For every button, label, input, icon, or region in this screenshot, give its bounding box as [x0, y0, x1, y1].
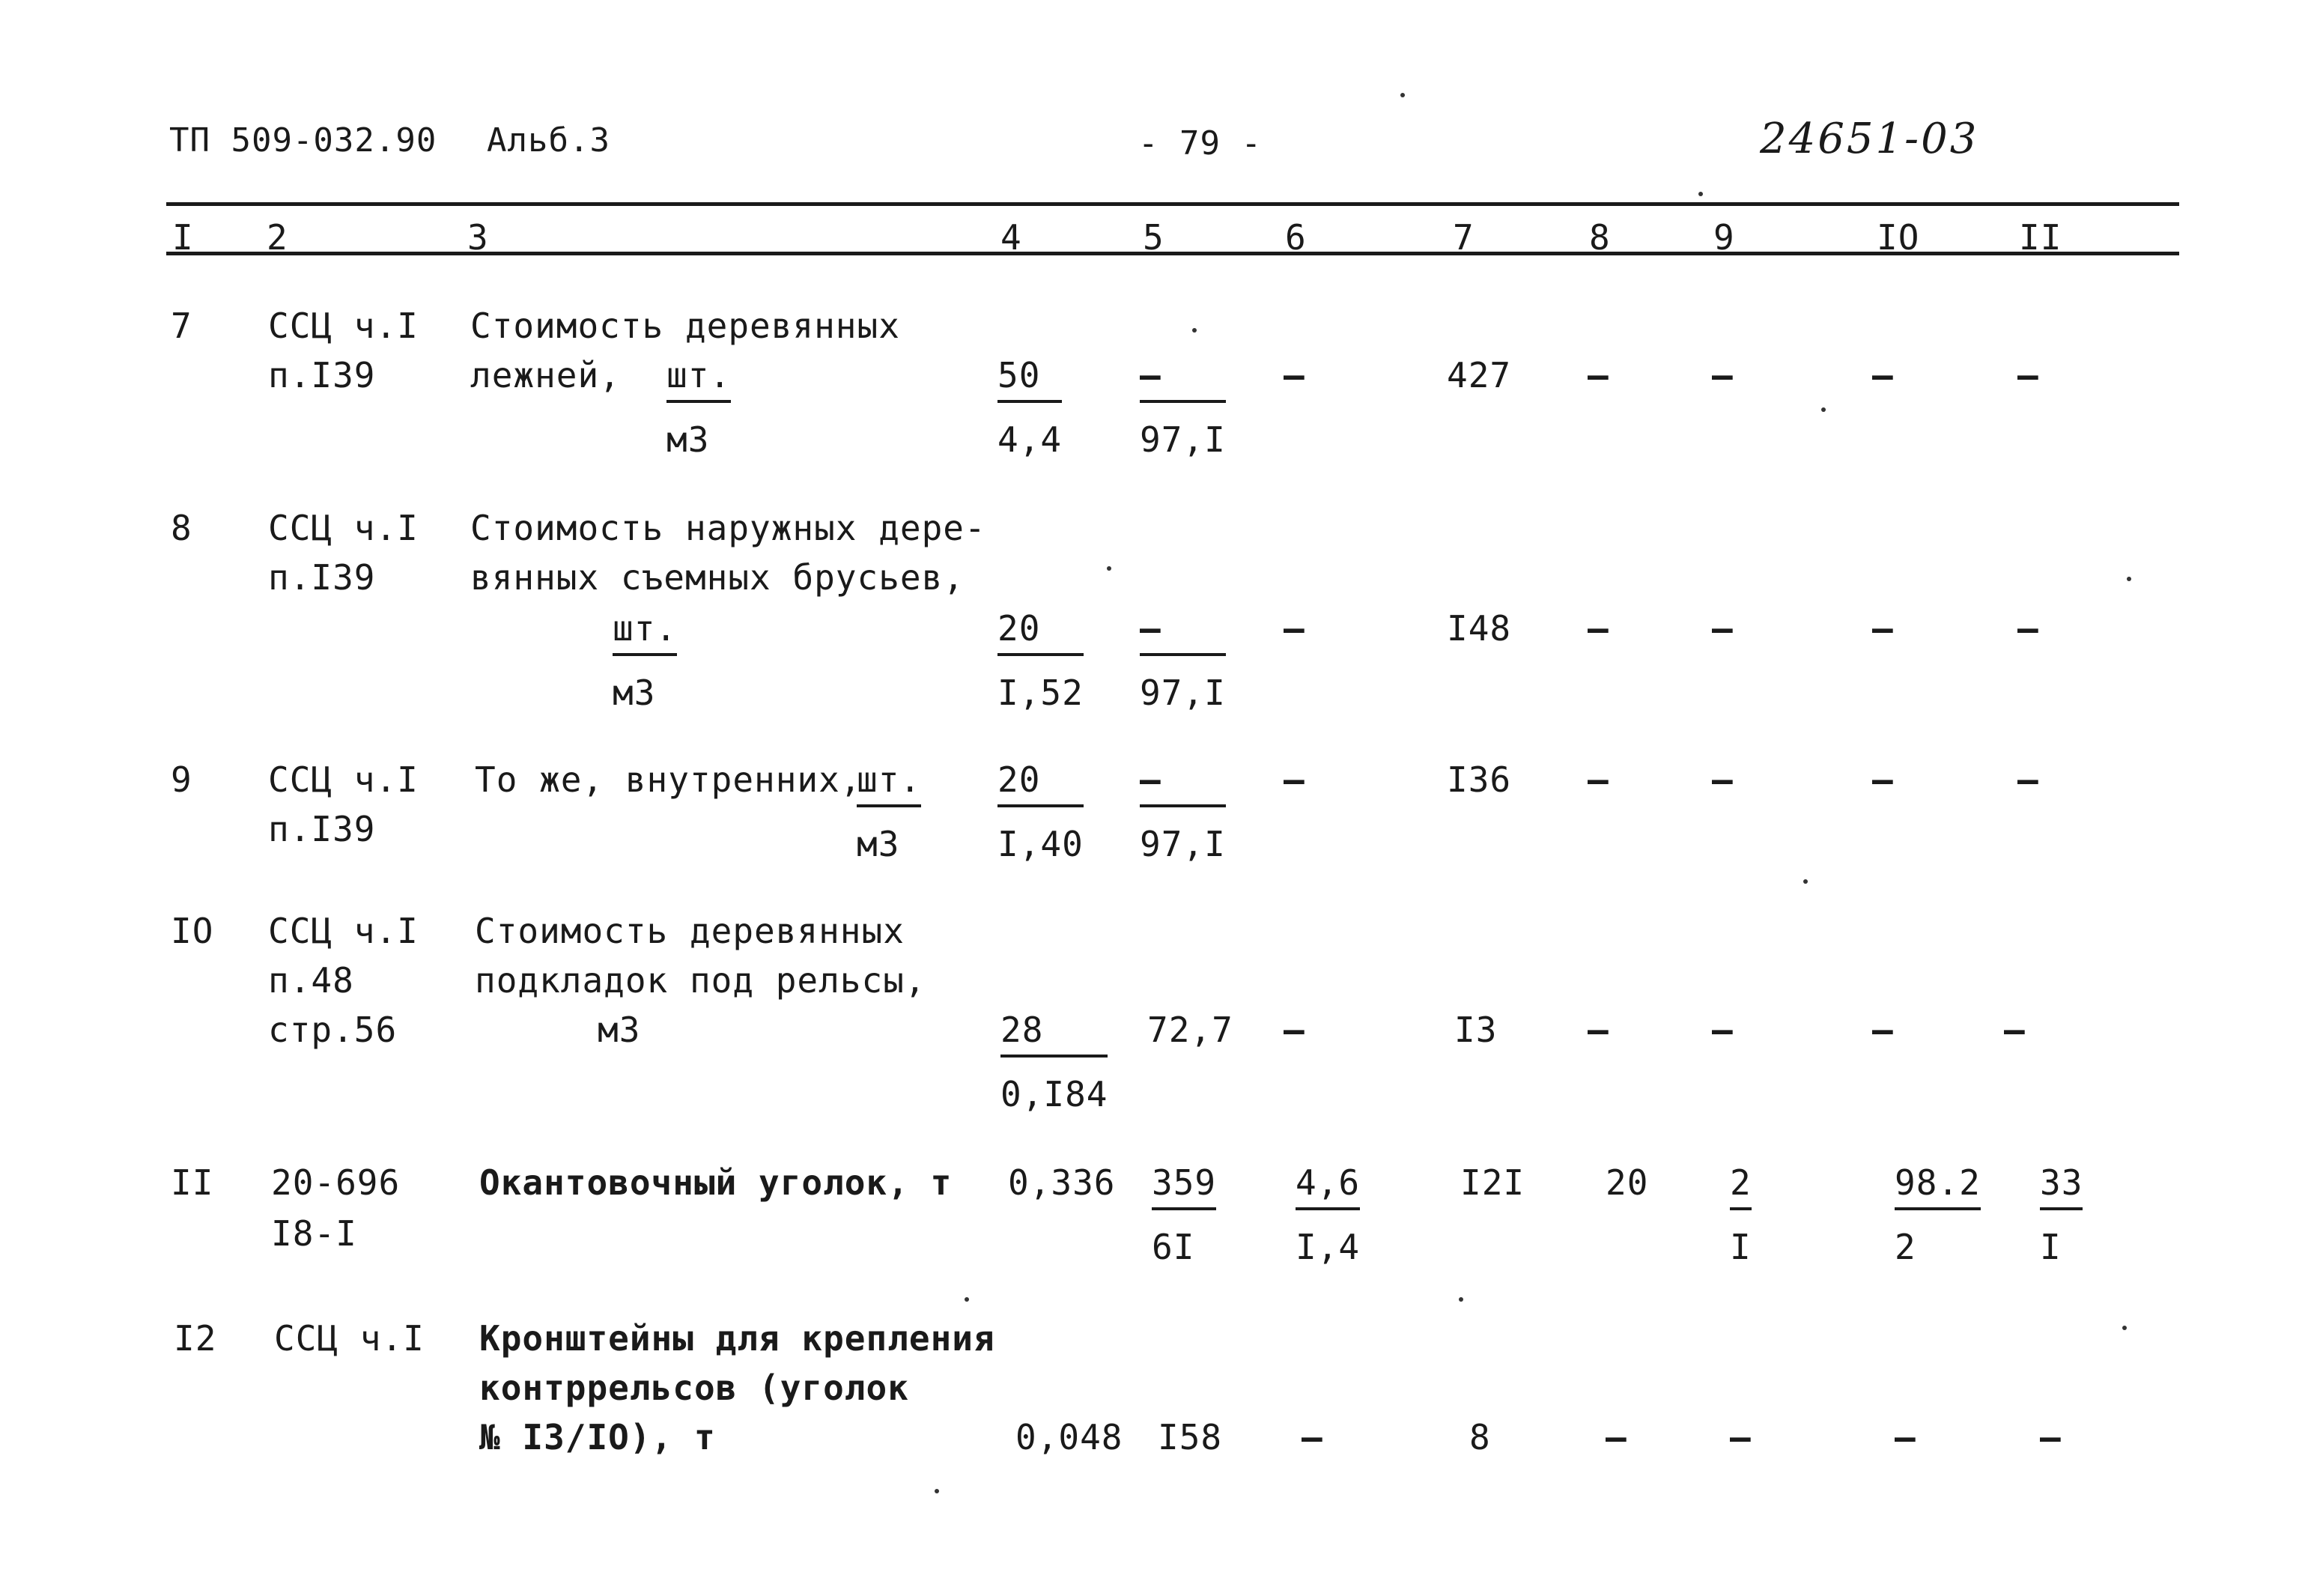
cell-col7: I2I	[1460, 1162, 1525, 1203]
row-reference: п.I39	[268, 557, 376, 598]
scan-speck	[935, 1489, 939, 1493]
cell-col10: –	[1872, 355, 1894, 395]
cell-col11: –	[2017, 759, 2039, 800]
row-reference: 20-696	[271, 1162, 401, 1203]
cell-col10: –	[1872, 759, 1894, 800]
cell-col6: –	[1302, 1417, 1323, 1457]
scan-speck	[2122, 1326, 2127, 1330]
scan-speck	[1192, 328, 1197, 333]
row-reference: ССЦ ч.I	[268, 508, 419, 548]
cell-col9: 2 I	[1730, 1162, 1752, 1267]
row-number: 9	[171, 759, 192, 800]
scan-speck	[2127, 577, 2131, 581]
cell-col8: –	[1588, 1010, 1609, 1050]
column-number: 9	[1713, 217, 1735, 258]
cell-col6: –	[1284, 1010, 1305, 1050]
row-reference: п.I39	[268, 355, 376, 395]
archive-stamp: 24651-03	[1760, 115, 1979, 163]
cell-col11: –	[2040, 1417, 2062, 1457]
scan-speck	[1459, 1297, 1463, 1302]
cell-col4: 0,336	[1008, 1162, 1116, 1203]
cell-col5: – 97,I	[1140, 355, 1226, 460]
cell-col9: –	[1712, 759, 1734, 800]
cell-col9: –	[1712, 608, 1734, 649]
cell-col10: –	[1872, 1010, 1894, 1050]
cell-col5: 359 6I	[1152, 1162, 1217, 1267]
row-reference: I8-I	[271, 1213, 357, 1254]
cell-col8: –	[1588, 355, 1609, 395]
column-number: I	[172, 217, 194, 258]
row-description: № I3/IO), т	[479, 1417, 716, 1457]
row-number: I2	[174, 1318, 217, 1359]
cell-col4: 20 I,40	[997, 759, 1084, 864]
scan-speck	[965, 1297, 969, 1302]
cell-col7: I3	[1454, 1010, 1498, 1050]
column-number: 8	[1589, 217, 1611, 258]
cell-col6: –	[1284, 355, 1305, 395]
cell-col5: I58	[1158, 1417, 1223, 1457]
cell-col11: –	[2017, 355, 2039, 395]
scan-speck	[1803, 879, 1808, 884]
cell-col4: 28 0,I84	[1000, 1010, 1108, 1114]
row-description: Окантовочный уголок, т	[479, 1162, 953, 1203]
row-description: лежней,	[470, 355, 621, 395]
cell-col7: I48	[1447, 608, 1512, 649]
cell-col8: –	[1588, 759, 1609, 800]
column-number: 3	[467, 217, 489, 258]
row-description: Стоимость деревянных	[475, 911, 905, 951]
row-reference: ССЦ ч.I	[268, 911, 419, 951]
column-number: 5	[1143, 217, 1164, 258]
cell-col4: 50 4,4	[997, 355, 1063, 460]
row-description: подкладок под рельсы,	[475, 960, 926, 1001]
row-description: Кронштейны для крепления	[479, 1318, 995, 1359]
row-reference: ССЦ ч.I	[274, 1318, 425, 1359]
cell-col7: 8	[1469, 1417, 1491, 1457]
cell-col11: –	[2017, 608, 2039, 649]
column-number: IO	[1877, 217, 1920, 258]
unit-label: м3	[598, 1010, 641, 1050]
page-number: - 79 -	[1138, 124, 1262, 163]
column-number: 2	[267, 217, 288, 258]
row-reference: п.48	[268, 960, 354, 1001]
scan-speck	[1400, 93, 1405, 97]
cell-col5: 72,7	[1147, 1010, 1233, 1050]
document-code: ТП 509-032.90	[169, 121, 437, 160]
album-label: Альб.3	[487, 121, 610, 160]
cell-col7: 427	[1447, 355, 1512, 395]
cell-col8: 20	[1606, 1162, 1649, 1203]
unit-fraction: шт. м3	[857, 759, 922, 864]
cell-col11: 33 I	[2040, 1162, 2083, 1267]
scan-speck	[1821, 407, 1826, 412]
scan-speck	[1698, 192, 1703, 196]
cell-col10: 98.2 2	[1895, 1162, 1981, 1267]
row-reference: ССЦ ч.I	[268, 759, 419, 800]
cell-col9: –	[1712, 355, 1734, 395]
row-number: IO	[171, 911, 214, 951]
cell-col10: –	[1895, 1417, 1916, 1457]
row-description: То же, внутренних,	[475, 759, 862, 800]
header-top-rule	[166, 202, 2179, 206]
column-number: 4	[1000, 217, 1022, 258]
row-description: Стоимость наружных дере-	[470, 508, 986, 548]
row-reference: стр.56	[268, 1010, 398, 1050]
cell-col7: I36	[1447, 759, 1512, 800]
row-number: 8	[171, 508, 192, 548]
scan-speck	[1107, 566, 1111, 571]
cell-col5: – 97,I	[1140, 608, 1226, 713]
cell-col6: –	[1284, 608, 1305, 649]
cell-col11: –	[2004, 1010, 2026, 1050]
cell-col6: –	[1284, 759, 1305, 800]
unit-fraction: шт. м3	[613, 608, 678, 713]
cell-col9: –	[1712, 1010, 1734, 1050]
cell-col8: –	[1588, 608, 1609, 649]
row-description: Стоимость деревянных	[470, 306, 900, 346]
cell-col4: 20 I,52	[997, 608, 1084, 713]
row-reference: ССЦ ч.I	[268, 306, 419, 346]
column-number: 7	[1453, 217, 1475, 258]
row-number: II	[171, 1162, 214, 1203]
cell-col4: 0,048	[1015, 1417, 1123, 1457]
row-description: контррельсов (уголок	[479, 1368, 909, 1408]
row-number: 7	[171, 306, 192, 346]
row-reference: п.I39	[268, 809, 376, 849]
row-description: вянных съемных брусьев,	[470, 557, 965, 598]
column-number: II	[2019, 217, 2062, 258]
cell-col8: –	[1606, 1417, 1627, 1457]
column-number: 6	[1285, 217, 1307, 258]
unit-fraction: шт. м3	[666, 355, 732, 460]
cell-col5: – 97,I	[1140, 759, 1226, 864]
cell-col6: 4,6 I,4	[1296, 1162, 1361, 1267]
cell-col9: –	[1730, 1417, 1752, 1457]
cell-col10: –	[1872, 608, 1894, 649]
